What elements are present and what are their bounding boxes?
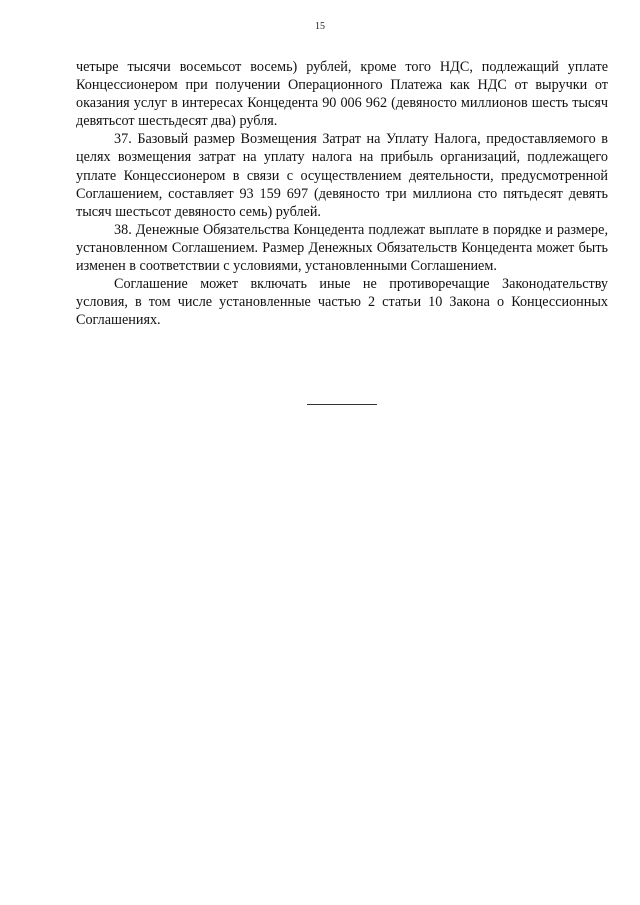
end-divider-line: [307, 404, 377, 405]
paragraph-38: 38. Денежные Обязательства Концедента подлежат выплате в порядке и размере, установленном Соглашением. Размер Денежных Обязательств Концедента может быть изменен в соответствии с условиями, установленными Соглашением.: [76, 221, 608, 275]
paragraph-continuation: четыре тысячи восемьсот восемь) рублей, кроме того НДС, подлежащий уплате Концессионером при получении Операционного Платежа как НДС от выручки от оказания услуг в интересах Концедента 90 006 962 (девяносто миллионов шесть тысяч девятьсот шестьдесят два) рубля.: [76, 59, 608, 130]
document-body: [76, 58, 608, 329]
paragraph-agreement-terms: Соглашение может включать иные не противоречащие Законодательству условия, в том числе установленные частью 2 статьи 10 Закона о Концессионных Соглашениях.: [76, 276, 608, 329]
page-number: 15: [315, 21, 325, 32]
paragraph-37: 37. Базовый размер Возмещения Затрат на Уплату Налога, предоставляемого в целях возмещения затрат на уплату налога на прибыль организаций, подлежащего уплате Концессионером в связи с осуществлением деятельности, предусмотренной Соглашением, составляет 93 159 697 (девяносто три миллиона сто пятьдесят девять тысяч шестьсот девяносто семь) рублей.: [76, 131, 608, 220]
